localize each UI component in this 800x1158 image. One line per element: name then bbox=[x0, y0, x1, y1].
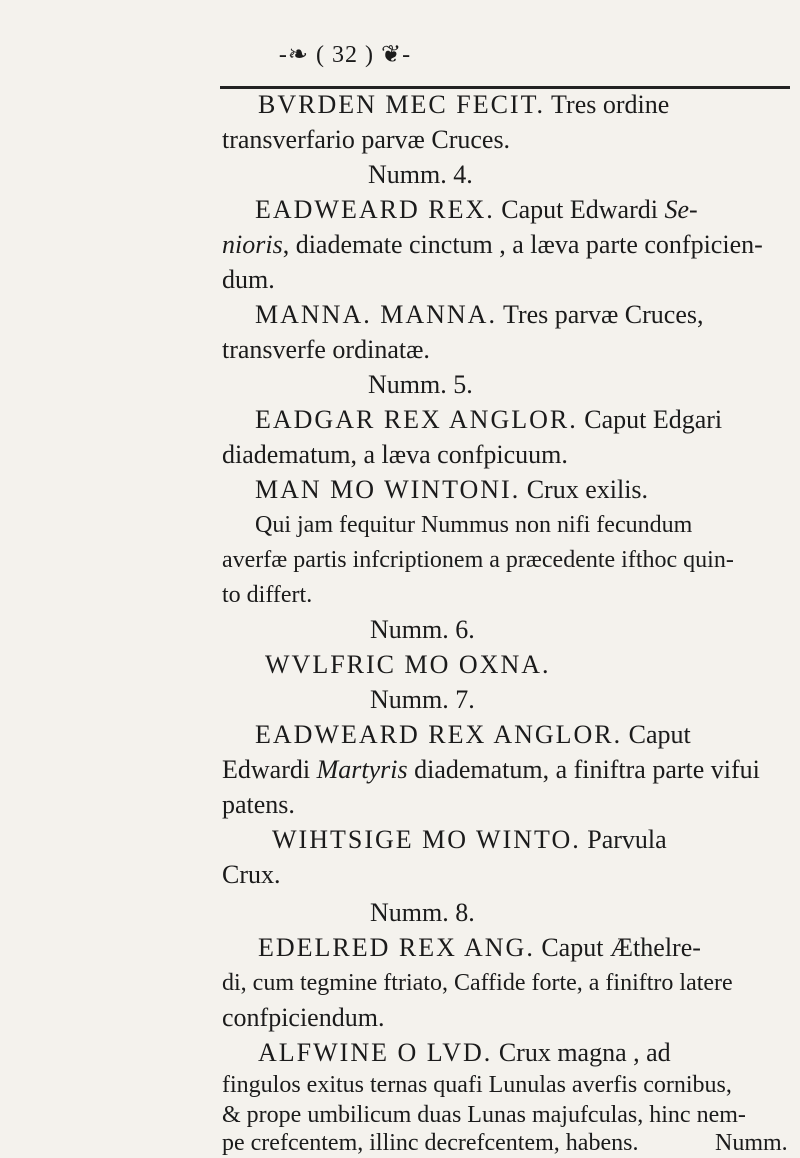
text-line bbox=[222, 968, 733, 998]
page-number: -❧ ( 32 ) ❦- bbox=[278, 42, 412, 68]
coin-number bbox=[370, 615, 475, 645]
line-text: transverfe ordinatæ. bbox=[222, 335, 430, 364]
text-line bbox=[222, 125, 510, 155]
coin-legend: WIHTSIGE MO WINTO. bbox=[272, 825, 581, 854]
text-line bbox=[222, 1003, 384, 1033]
coin-legend: BVRDEN MEC FECIT. bbox=[258, 90, 546, 119]
text-line bbox=[222, 230, 763, 260]
text-line bbox=[222, 580, 312, 610]
text-line bbox=[255, 510, 692, 540]
line-text: diadematum, a læva confpicuum. bbox=[222, 440, 568, 469]
line-text: Crux magna , ad bbox=[492, 1038, 671, 1067]
text-line bbox=[222, 545, 734, 575]
line-text: Qui jam fequitur Nummus non nifi fecundum bbox=[255, 512, 693, 538]
text-line bbox=[255, 405, 722, 435]
line-text: Numm. 5. bbox=[368, 370, 473, 399]
line-text: Parvula bbox=[580, 825, 667, 854]
text-line bbox=[222, 790, 295, 820]
text-line bbox=[255, 300, 704, 330]
line-text: fingulos exitus ternas quafi Lunulas averfis cornibus, bbox=[222, 1072, 732, 1098]
text-line bbox=[258, 933, 701, 963]
coin-legend: ALFWINE O LVD. bbox=[258, 1038, 493, 1067]
text-line bbox=[265, 650, 551, 680]
line-text: Tres parvæ Cruces, bbox=[496, 300, 704, 329]
line-text: di, cum tegmine ftriato, Caffide forte, a finiftro latere bbox=[222, 970, 733, 996]
italic-text: nioris bbox=[222, 230, 283, 259]
text-line bbox=[258, 1038, 671, 1068]
line-text: Crux exilis. bbox=[520, 475, 649, 504]
text-line bbox=[222, 440, 568, 470]
line-text: diadematum, a finiftra parte vifui bbox=[407, 755, 760, 784]
line-text: Numm. 8. bbox=[370, 898, 475, 927]
line-text: Caput Edgari bbox=[577, 405, 723, 434]
line-text: Numm. bbox=[715, 1130, 788, 1156]
line-text: Caput bbox=[622, 720, 691, 749]
coin-number bbox=[370, 898, 475, 928]
line-text: patens. bbox=[222, 790, 295, 819]
coin-number bbox=[370, 685, 475, 715]
line-text: Numm. 4. bbox=[368, 160, 473, 189]
text-line bbox=[255, 195, 698, 225]
line-text: Caput Æthelre- bbox=[534, 933, 701, 962]
coin-legend: MANNA. MANNA. bbox=[255, 300, 497, 329]
coin-legend: MAN MO WINTONI. bbox=[255, 475, 521, 504]
line-text: Crux. bbox=[222, 860, 281, 889]
line-text: Tres ordine bbox=[545, 90, 670, 119]
coin-legend: WVLFRIC MO OXNA. bbox=[265, 650, 551, 679]
text-line bbox=[255, 720, 691, 750]
line-text: dum. bbox=[222, 265, 275, 294]
line-text: to differt. bbox=[222, 582, 313, 608]
line-text: Caput Edwardi bbox=[494, 195, 665, 224]
page-header bbox=[220, 40, 800, 88]
coin-legend: EADWEARD REX. bbox=[255, 195, 495, 224]
text-line bbox=[255, 475, 648, 505]
italic-text: Se- bbox=[664, 195, 698, 224]
coin-legend: EDELRED REX ANG. bbox=[258, 933, 535, 962]
text-line bbox=[222, 265, 275, 295]
line-text: Numm. 7. bbox=[370, 685, 475, 714]
text-line bbox=[272, 825, 667, 855]
text-line bbox=[222, 1070, 732, 1100]
line-text: Numm. 6. bbox=[370, 615, 475, 644]
line-text: transverfario parvæ Cruces. bbox=[222, 125, 511, 154]
line-text: , diademate cinctum , a læva parte confpicien- bbox=[282, 230, 763, 259]
line-text: averfæ partis infcriptionem a præcedente ifthoc quin- bbox=[222, 547, 734, 573]
line-text: confpiciendum. bbox=[222, 1003, 385, 1032]
coin-number bbox=[368, 160, 473, 190]
text-line bbox=[222, 755, 760, 785]
line-text: pe crefcentem, illinc decrefcentem, habens. bbox=[222, 1130, 639, 1156]
text-line bbox=[258, 90, 669, 120]
catchword bbox=[715, 1128, 788, 1158]
text-line bbox=[222, 1100, 746, 1130]
header-rule bbox=[220, 86, 790, 89]
italic-text: Martyris bbox=[316, 755, 408, 784]
line-text: & prope umbilicum duas Lunas majufculas, hinc nem- bbox=[222, 1102, 746, 1128]
coin-legend: EADWEARD REX ANGLOR. bbox=[255, 720, 623, 749]
coin-number bbox=[368, 370, 473, 400]
text-line bbox=[222, 860, 281, 890]
coin-legend: EADGAR REX ANGLOR. bbox=[255, 405, 578, 434]
text-line bbox=[222, 335, 430, 365]
line-text: Edwardi bbox=[222, 755, 317, 784]
text-line bbox=[222, 1128, 638, 1158]
